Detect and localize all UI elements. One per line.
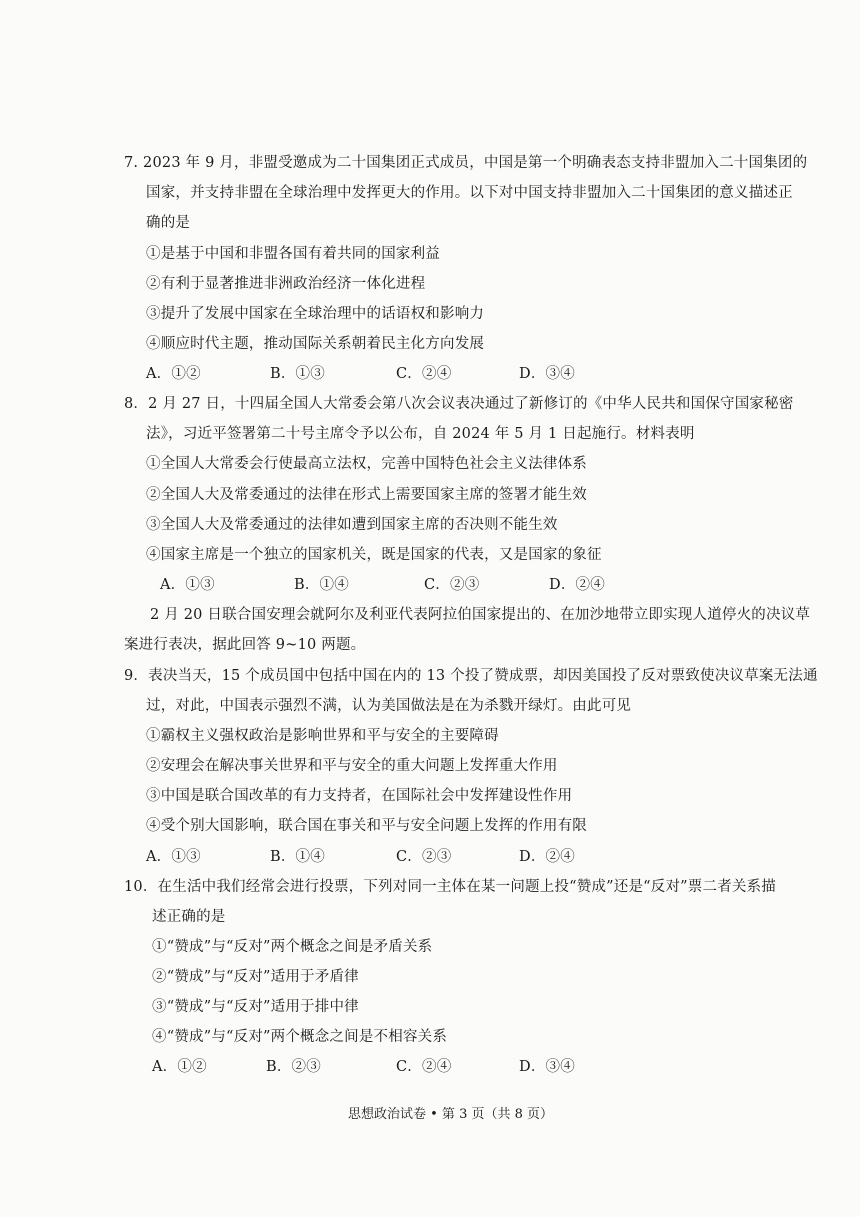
q7-item-3: ③提升了发展中国家在全球治理中的话语权和影响力 (146, 306, 485, 322)
q9-option-a: A．①③ (146, 849, 201, 865)
q8-item-4: ④国家主席是一个独立的国家机关，既是国家的代表，又是国家的象征 (146, 547, 602, 563)
q7-stem-line-3: 确的是 (146, 215, 191, 231)
page-footer: 思想政治试卷 • 第 3 页（共 8 页） (348, 1107, 554, 1122)
q10-option-d: D．③④ (519, 1059, 575, 1075)
q7-item-1: ①是基于中国和非盟各国有着共同的国家利益 (146, 246, 440, 262)
q8-stem-line-2: 法》，习近平签署第二十号主席令予以公布，自 2024 年 5 月 1 日起施行。材料表明 (146, 426, 695, 442)
q8-option-a: A．①③ (160, 577, 215, 593)
q8-item-2: ②全国人大及常委通过的法律在形式上需要国家主席的签署才能生效 (146, 487, 587, 503)
q10-item-4: ④“赞成”与“反对”两个概念之间是不相容关系 (152, 1029, 448, 1045)
q7-option-a: A．①② (146, 366, 201, 382)
q8-option-b: B．①④ (294, 577, 349, 593)
q9-option-b: B．①④ (270, 849, 325, 865)
q10-option-b: B．②③ (266, 1059, 321, 1075)
q9-item-1: ①霸权主义强权政治是影响世界和平与安全的主要障碍 (146, 728, 499, 744)
q8-stem-line-1: 8．2 月 27 日，十四届全国人大常委会第八次会议表决通过了新修订的《中华人民共和国保守国家秘密 (124, 396, 794, 412)
q9-stem-line-2: 过，对此，中国表示强烈不满，认为美国做法是在为杀戮开绿灯。由此可见 (146, 698, 632, 714)
q9-item-2: ②安理会在解决事关世界和平与安全的重大问题上发挥重大作用 (146, 758, 558, 774)
q10-option-c: C．②④ (396, 1059, 452, 1075)
q7-stem-line-1: 7. 2023 年 9 月，非盟受邀成为二十国集团正式成员，中国是第一个明确表态支持非盟加入二十国集团的 (124, 155, 808, 171)
q7-stem-line-2: 国家，并支持非盟在全球治理中发挥更大的作用。以下对中国支持非盟加入二十国集团的意义描述正 (146, 185, 793, 201)
q7-item-2: ②有利于显著推进非洲政治经济一体化进程 (146, 276, 426, 292)
q9-option-d: D．②④ (519, 849, 575, 865)
q10-option-a: A．①② (152, 1059, 207, 1075)
q10-stem-line-1: 10．在生活中我们经常会进行投票，下列对同一主体在某一问题上投“赞成”还是“反对”票二者关系描 (124, 879, 776, 895)
q9-item-4: ④受个别大国影响，联合国在事关和平与安全问题上发挥的作用有限 (146, 818, 587, 834)
material-line-2: 案进行表决，据此回答 9~10 两题。 (124, 637, 366, 653)
q7-option-d: D．③④ (519, 366, 575, 382)
q10-stem-line-2: 述正确的是 (152, 909, 226, 925)
q7-item-4: ④顺应时代主题，推动国际关系朝着民主化方向发展 (146, 336, 485, 352)
q7-option-b: B．①③ (270, 366, 325, 382)
q8-item-1: ①全国人大常委会行使最高立法权，完善中国特色社会主义法律体系 (146, 456, 587, 472)
q10-item-1: ①“赞成”与“反对”两个概念之间是矛盾关系 (152, 939, 433, 955)
q8-option-c: C．②③ (424, 577, 480, 593)
q9-option-c: C．②③ (396, 849, 452, 865)
q9-stem-line-1: 9．表决当天，15 个成员国中包括中国在内的 13 个投了赞成票，却因美国投了反对票致使决议草案无法通 (124, 668, 818, 684)
material-line-1: 2 月 20 日联合国安理会就阿尔及利亚代表阿拉伯国家提出的、在加沙地带立即实现人道停火的决议草 (150, 607, 811, 623)
q7-option-c: C．②④ (396, 366, 452, 382)
q8-item-3: ③全国人大及常委通过的法律如遭到国家主席的否决则不能生效 (146, 517, 558, 533)
q10-item-3: ③“赞成”与“反对”适用于排中律 (152, 999, 359, 1015)
q8-option-d: D．②④ (549, 577, 605, 593)
q10-item-2: ②“赞成”与“反对”适用于矛盾律 (152, 969, 359, 985)
q9-item-3: ③中国是联合国改革的有力支持者，在国际社会中发挥建设性作用 (146, 788, 573, 804)
